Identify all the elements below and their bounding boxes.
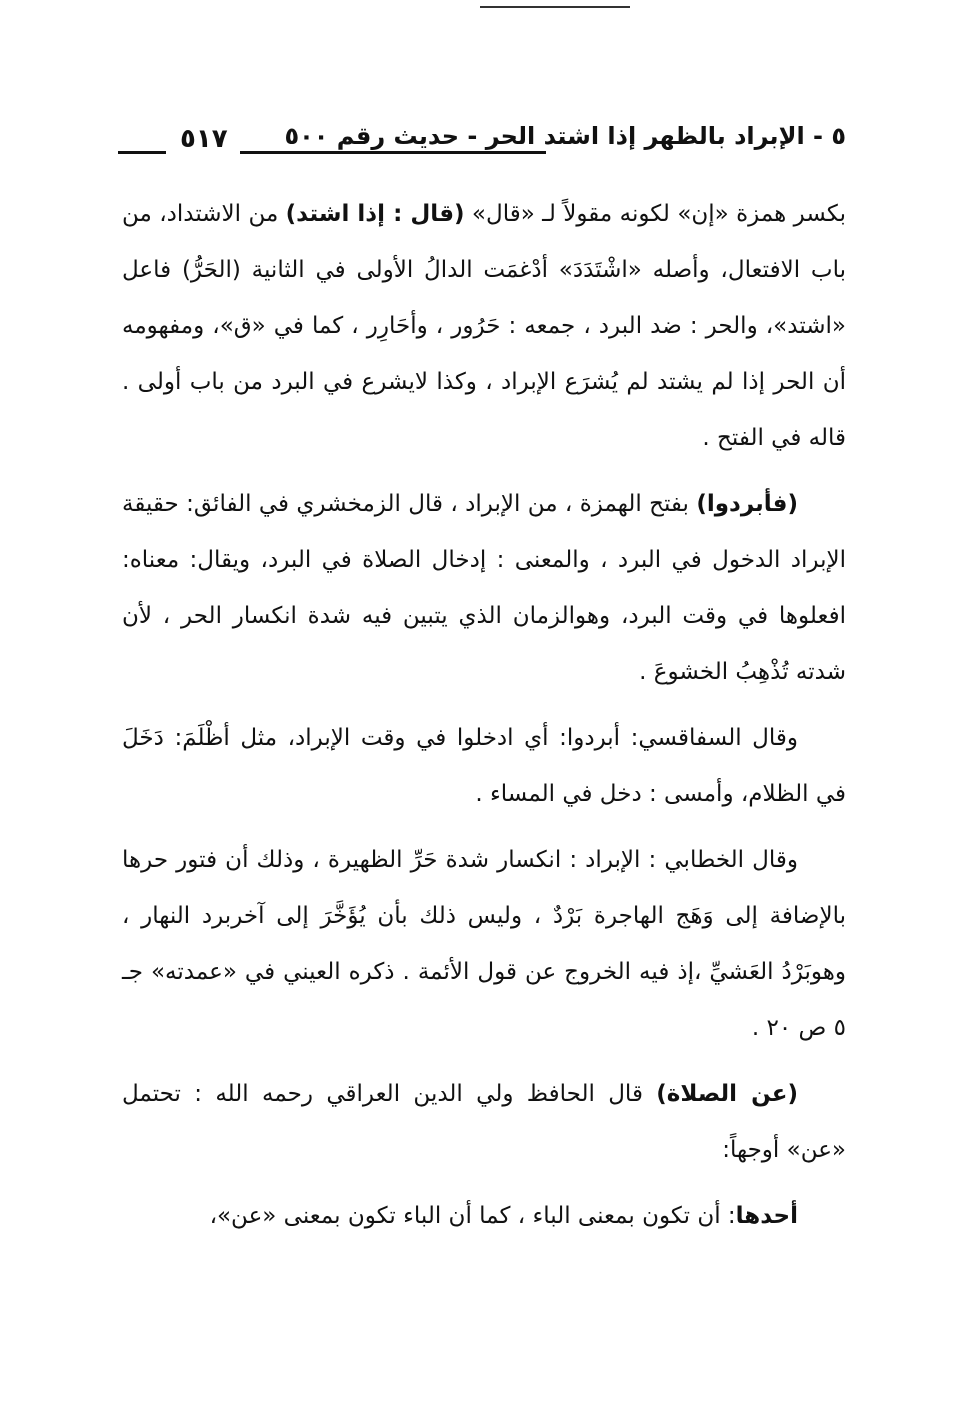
text-segment: قال الحافظ ولي الدين العراقي رحمه الله : تحتمل «عن» أوجهاً: bbox=[122, 1081, 846, 1163]
paragraph bbox=[122, 832, 846, 1056]
text-segment: وقال السفاقسي: أبردوا: أي ادخلوا في وقت الإبراد، مثل أظْلَمَ: دَخَلَ في الظلام، وأمسى : دخل في المساء . bbox=[122, 725, 846, 807]
bold-phrase: (فأبردوا) bbox=[696, 491, 798, 517]
page-header bbox=[118, 118, 846, 168]
bold-phrase: أحدها bbox=[735, 1203, 798, 1229]
paragraph bbox=[122, 186, 846, 466]
paragraph bbox=[122, 1066, 846, 1178]
paragraph bbox=[122, 1188, 846, 1244]
top-decorative-rule bbox=[480, 6, 630, 8]
text-segment: : أن تكون بمعنى الباء ، كما أن الباء تكون بمعنى «عن»، bbox=[209, 1203, 736, 1229]
running-title: ٥ - الإبراد بالظهر إذا اشتد الحر - حديث رقم ٥٠٠ bbox=[284, 122, 846, 150]
page-body bbox=[122, 186, 846, 1254]
header-rule bbox=[240, 151, 546, 154]
text-segment: بكسر همزة «إن» لكونه مقولاً لـ «قال» bbox=[464, 201, 846, 227]
bold-phrase: (عن الصلاة) bbox=[656, 1081, 798, 1107]
page-number-dash bbox=[118, 151, 166, 154]
page-number: ٥١٧ bbox=[180, 124, 228, 154]
paragraph bbox=[122, 476, 846, 700]
text-segment: بفتح الهمزة ، من الإبراد ، قال الزمخشري في الفائق: حقيقة الإبراد الدخول في البرد ، والمعنى : إدخال الصلاة في البرد، ويقال: معناه: افعلوها في وقت البرد، وهوالزمان الذي يتبين فيه شدة انكسار الحر ، لأن شدته تُذْهِبُ الخشوعَ . bbox=[122, 491, 846, 685]
bold-phrase: (قال : إذا اشتد) bbox=[285, 201, 465, 227]
text-segment: من الاشتداد، من باب الافتعال، وأصله «اشْتَدَدَ» أدْغمَت الدالُ الأولى في الثانية (الحَرُّ) فاعل «اشتد»، والحر : ضد البرد ، جمعه : حَرُور ، وأحَارِر ، كما في «ق»، ومفهومه أن الحر إذا لم يشتد لم يُشرَع الإبراد ، وكذا لايشرع في البرد من باب أولى . قاله في الفتح . bbox=[122, 201, 846, 451]
paragraph bbox=[122, 710, 846, 822]
text-segment: وقال الخطابي : الإبراد : انكسار شدة حَرِّ الظهيرة ، وذلك أن فتور حرها بالإضافة إلى وَهَج الهاجرة بَرْدٌ ، وليس ذلك بأن يُؤَخَّرَ إلى آخربرد النهار ، وهوبَرْدُ العَشيِّ ،إذ فيه الخروج عن قول الأئمة . ذكره العيني في «عمدته» جـ ٥ ص ٢٠ . bbox=[122, 847, 846, 1041]
